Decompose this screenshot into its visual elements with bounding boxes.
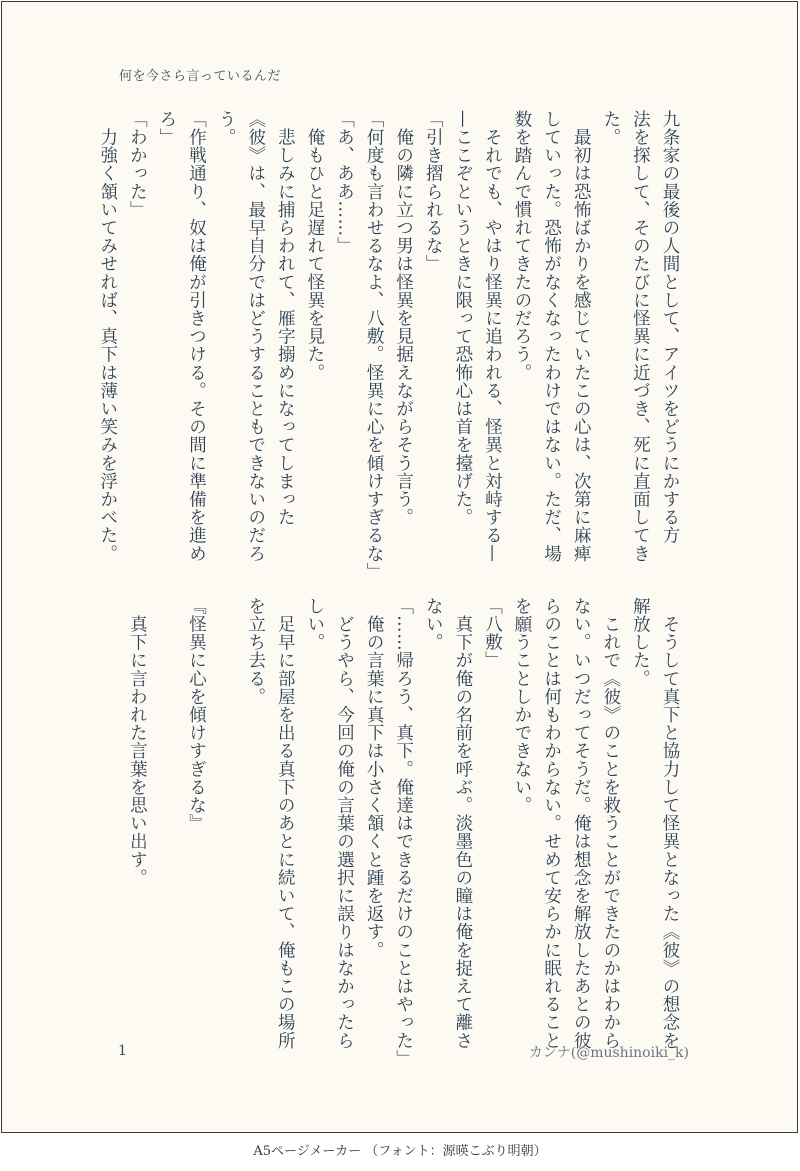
text-line: ろ」 [156, 110, 177, 147]
book-page [1, 1, 798, 1133]
text-line: 俺の隣に立つ男は怪異を見据えながらそう言う。 [393, 110, 414, 527]
text-line: 「わかった」 [127, 110, 148, 219]
text-line: を立ち去る。 [245, 597, 266, 706]
text-line: う。 [216, 110, 237, 147]
text-line: しい。 [304, 597, 325, 652]
running-title: 何を今さら言っているんだ [119, 69, 282, 84]
text-line: 法を探して、そのたびに怪異に近づき、死に直面してき [630, 110, 651, 563]
text-line: 数を踏んで慣れてきたのだろう。 [512, 110, 533, 382]
text-line: 真下に言われた言葉を思い出す。 [127, 597, 148, 887]
text-line: 「あ、ああ……」 [334, 110, 355, 255]
text-line: 「八敷」 [482, 597, 503, 670]
footer-caption: A5ページメーカー （フォント：源暎こぶり明朝） [253, 1144, 547, 1159]
text-line: していった。恐怖がなくなったわけではない。ただ、場 [541, 110, 562, 563]
text-line: そうして真下と協力して怪異となった《彼》の想念を [660, 597, 680, 1050]
text-line: ない。 [423, 597, 444, 652]
text-line: 俺もひと足遅れて怪異を見た。 [304, 110, 325, 382]
text-line: —ここぞというときに限って恐怖心は首を擡げた。 [452, 110, 473, 527]
text-line: 俺の言葉に真下は小さく頷くと踵を返す。 [364, 597, 385, 959]
text-line: た。 [600, 110, 621, 147]
text-line: 真下が俺の名前を呼ぶ。淡墨色の瞳は俺を捉えて離さ [452, 597, 473, 1050]
blank-line [151, 597, 181, 1037]
blank-line [211, 597, 241, 1037]
page-number: 1 [118, 1043, 127, 1059]
author-credit: カンナ(@mushinoiki_k) [528, 1045, 689, 1061]
text-line: どうやら、今回の俺の言葉の選択に誤りはなかったら [334, 597, 355, 1050]
text-line: 九条家の最後の人間として、アイツをどうにかする方 [660, 110, 680, 545]
text-line: 解放した。 [630, 597, 651, 688]
text-line: 足早に部屋を出る真下のあとに続いて、俺もこの場所 [275, 597, 296, 1050]
text-line: 《彼》は、最早自分ではどうすることもできないのだろ [245, 110, 266, 563]
text-line: 「何度も言わせるなよ、八敷。怪異に心を傾けすぎるな」 [364, 110, 385, 581]
text-line: それでも、やはり怪異に追われる、怪異と対峙する— [482, 110, 503, 563]
text-line: 「作戦通り、奴は俺が引きつける。その間に準備を進め [186, 110, 207, 563]
text-line: 「……帰ろう、真下。俺達はできるだけのことはやった」 [393, 597, 414, 1068]
text-line: を願うことしかできない。 [512, 597, 533, 815]
text-line: 『怪異に心を傾けすぎるな』 [186, 597, 207, 833]
text-line: 「引き摺られるな」 [423, 110, 444, 273]
text-line: 最初は恐怖ばかりを感じていたこの心は、次第に麻痺 [571, 110, 592, 563]
text-line: ない。いつだってそうだ。俺は想念を解放したあとの彼 [571, 597, 592, 1050]
text-line: らのことは何もわからない。せめて安らかに眠れること [541, 597, 562, 1050]
text-line: 悲しみに捕らわれて、雁字搦めになってしまった [275, 110, 296, 527]
text-line: 力強く頷いてみせれば、真下は薄い笑みを浮かべた。 [97, 110, 118, 563]
text-line: これで《彼》のことを救うことができたのかはわから [600, 597, 621, 1050]
top-text-block [92, 110, 684, 581]
